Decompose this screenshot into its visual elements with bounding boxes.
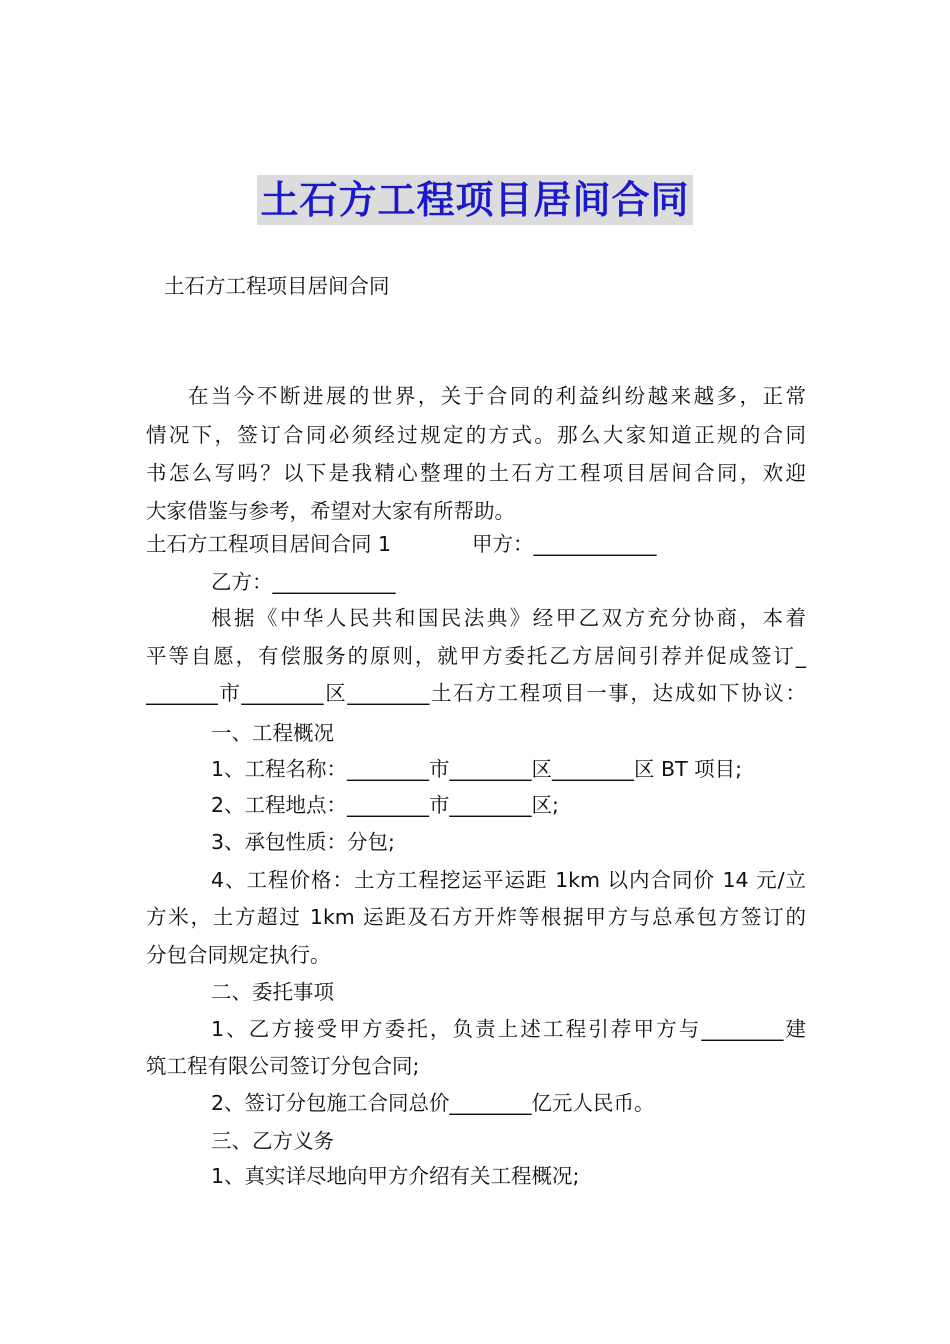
section1-item4-line1: 4、工程价格：土方工程挖运平运距 1km 以内合同价 14 元/立 (211, 868, 806, 892)
section1-item4-line3: 分包合同规定执行。 (146, 943, 331, 967)
preamble-line-1: 根据《中华人民共和国民法典》经甲乙双方充分协商，本着 (211, 606, 806, 630)
section2-item1-line2: 筑工程有限公司签订分包合同; (146, 1054, 420, 1078)
section3-heading: 三、乙方义务 (211, 1129, 334, 1153)
contract1-heading: 土石方工程项目居间合同 1 (146, 532, 392, 556)
party-a: 甲方：____________ (472, 532, 657, 556)
section1-item3: 3、承包性质：分包; (211, 830, 395, 854)
intro-line-3: 书怎么写吗？以下是我精心整理的土石方工程项目居间合同，欢迎 (146, 461, 806, 485)
preamble-line-3: _______市________区________土石方工程项目一事，达成如下协议： (146, 681, 806, 705)
document-title-wrap (0, 175, 950, 225)
section2-item1-line1: 1、乙方接受甲方委托，负责上述工程引荐甲方与________建 (211, 1017, 806, 1041)
document-title: 土石方工程项目居间合同 (257, 175, 692, 225)
intro-line-1: 在当今不断进展的世界，关于合同的利益纠纷越来越多，正常 (188, 384, 806, 408)
section2-item2: 2、签订分包施工合同总价________亿元人民币。 (211, 1091, 655, 1115)
preamble-line-2: 平等自愿，有偿服务的原则，就甲方委托乙方居间引荐并促成签订_ (146, 644, 806, 668)
section2-heading: 二、委托事项 (211, 980, 334, 1004)
section1-item1: 1、工程名称：________市________区________区 BT 项目; (211, 757, 743, 781)
section1-item2: 2、工程地点：________市________区; (211, 793, 559, 817)
section3-item1: 1、真实详尽地向甲方介绍有关工程概况; (211, 1164, 580, 1188)
party-b: 乙方：____________ (211, 570, 396, 594)
intro-line-2: 情况下，签订合同必须经过规定的方式。那么大家知道正规的合同 (146, 423, 806, 447)
subtitle: 土石方工程项目居间合同 (164, 274, 390, 298)
section1-heading: 一、工程概况 (211, 721, 334, 745)
intro-line-4: 大家借鉴与参考，希望对大家有所帮助。 (146, 499, 515, 523)
section1-item4-line2: 方米，土方超过 1km 运距及石方开炸等根据甲方与总承包方签订的 (146, 905, 806, 929)
